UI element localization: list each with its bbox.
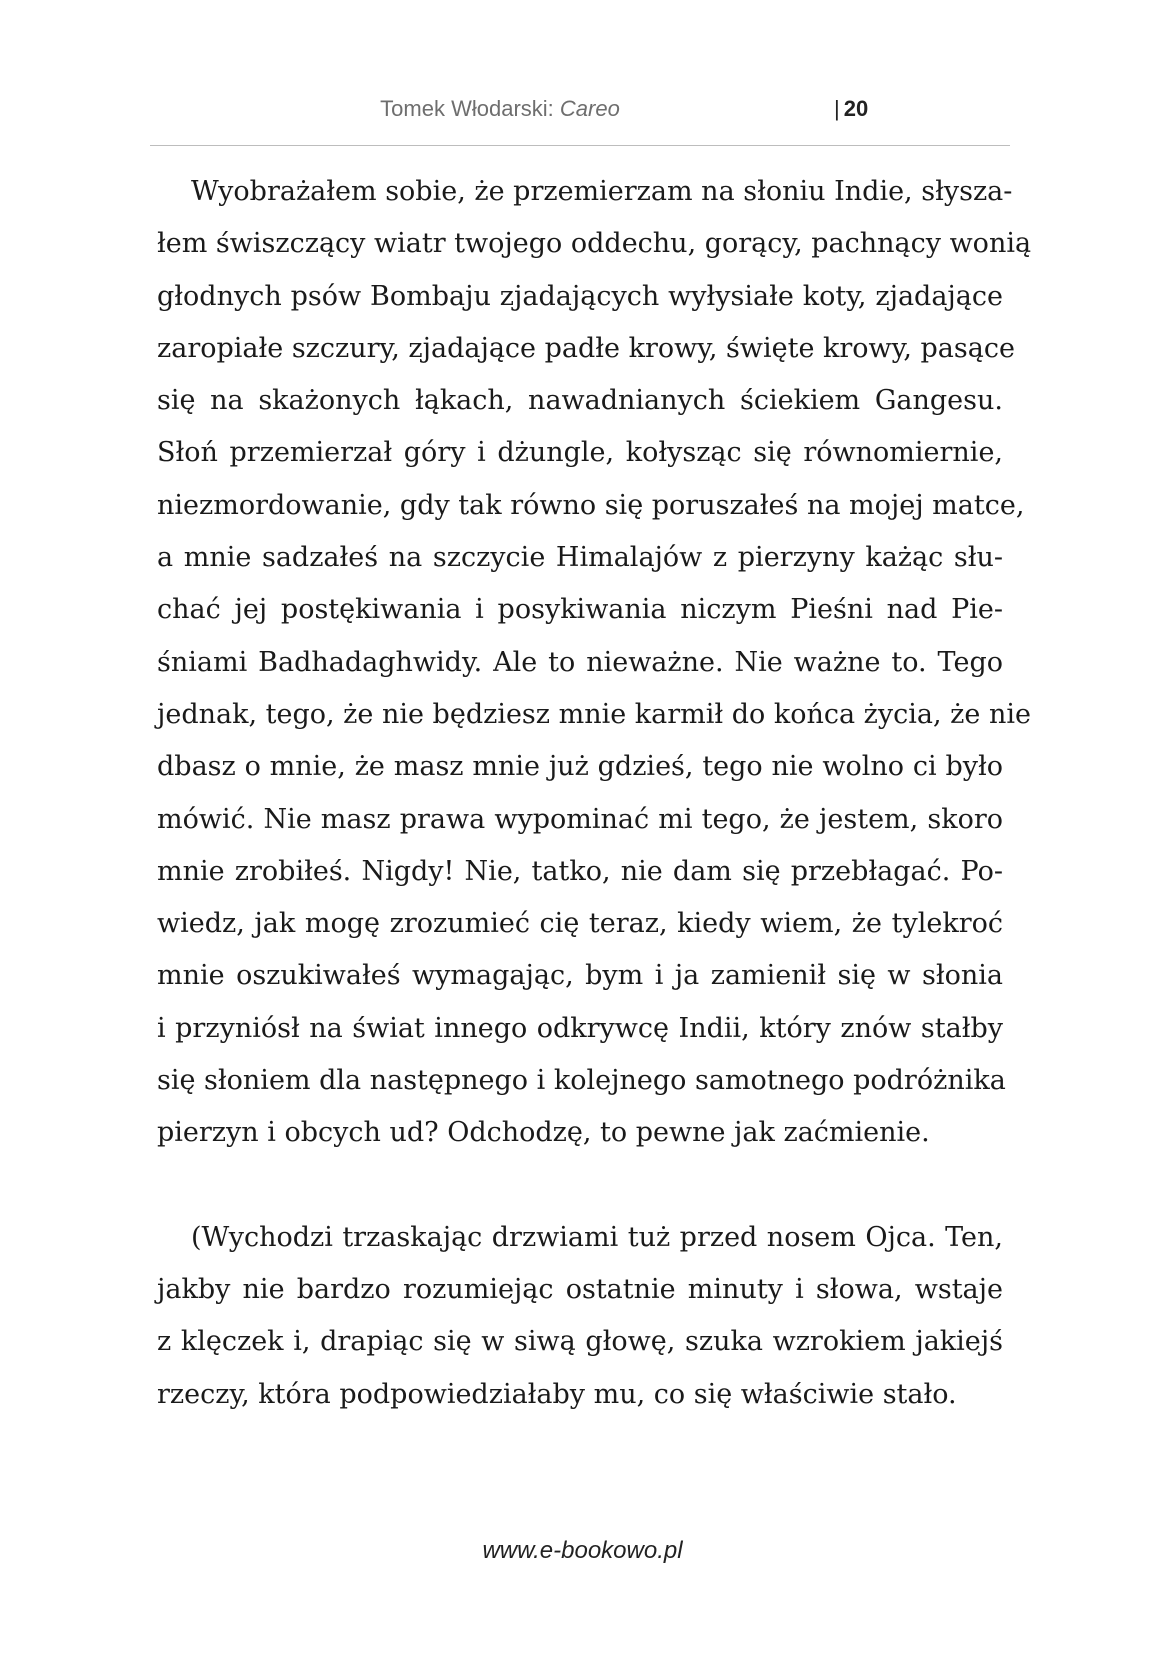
body-text <box>157 166 1032 1421</box>
text-line: rzeczy, która podpowiedziałaby mu, co się właściwie stało. <box>157 1378 957 1410</box>
text-line: chać jej postękiwania i posykiwania niczym Pieśni nad Pie- <box>157 594 1003 626</box>
header-author-title <box>150 96 850 122</box>
text-line: się na skażonych łąkach, nawadnianych ściekiem Gangesu. <box>157 385 1003 417</box>
text-line: Wyobrażałem sobie, że przemierzam na słoniu Indie, słysza- <box>191 176 1013 207</box>
text-line: a mnie sadzałeś na szczycie Himalajów z pierzyny każąc słu- <box>157 542 1003 574</box>
page-number: 20 <box>843 96 869 121</box>
header-divider <box>150 145 1010 146</box>
text-line: niezmordowanie, gdy tak równo się poruszałeś na mojej matce, <box>157 489 1025 521</box>
running-header <box>150 96 1010 136</box>
text-line: mnie zrobiłeś. Nigdy! Nie, tatko, nie dam się przebłagać. Po- <box>157 855 1003 887</box>
text-line: i przyniósł na świat innego odkrywcę Indii, który znów stałby <box>157 1012 1003 1044</box>
text-line: pierzyn i obcych ud? Odchodzę, to pewne jak zaćmienie. <box>157 1117 930 1149</box>
text-line: mnie oszukiwałeś wymagając, bym i ja zamienił się w słonia <box>157 960 1003 992</box>
text-line: dbasz o mnie, że masz mnie już gdzieś, tego nie wolno ci było <box>157 751 1003 783</box>
text-line: mówić. Nie masz prawa wypominać mi tego, że jestem, skoro <box>157 803 1003 835</box>
text-line: łem świszczący wiatr twojego oddechu, gorący, pachnący wonią <box>157 228 1032 260</box>
text-line: (Wychodzi trzaskając drzwiami tuż przed nosem Ojca. Ten, <box>191 1221 1003 1253</box>
text-line: wiedz, jak mogę zrozumieć cię teraz, kiedy wiem, że tylekroć <box>157 908 1003 940</box>
header-author: Tomek Włodarski: <box>380 96 560 121</box>
text-line: zaropiałe szczury, zjadające padłe krowy, święte krowy, pasące <box>157 332 1015 364</box>
text-line: jednak, tego, że nie będziesz mnie karmił do końca życia, że nie <box>157 698 1031 730</box>
paragraph <box>157 166 1032 1160</box>
text-line: głodnych psów Bombaju zjadających wyłysiałe koty, zjadające <box>157 280 1003 312</box>
paragraph-gap <box>157 1160 1003 1212</box>
header-separator: | <box>834 96 840 121</box>
header-page-number <box>834 96 868 122</box>
text-line: z klęczek i, drapiąc się w siwą głowę, szuka wzrokiem jakiejś <box>157 1326 1003 1358</box>
text-line: śniami Badhadaghwidy. Ale to nieważne. Nie ważne to. Tego <box>157 646 1003 678</box>
paragraph <box>157 1212 1003 1421</box>
text-line: się słoniem dla następnego i kolejnego samotnego podróżnika <box>157 1065 1006 1097</box>
footer-url: www.e-bookowo.pl <box>482 1537 683 1564</box>
header-book-title: Careo <box>559 96 620 121</box>
text-line: jakby nie bardzo rozumiejąc ostatnie minuty i słowa, wstaje <box>157 1273 1003 1305</box>
text-line: Słoń przemierzał góry i dżungle, kołysząc się równomiernie, <box>157 437 1003 469</box>
